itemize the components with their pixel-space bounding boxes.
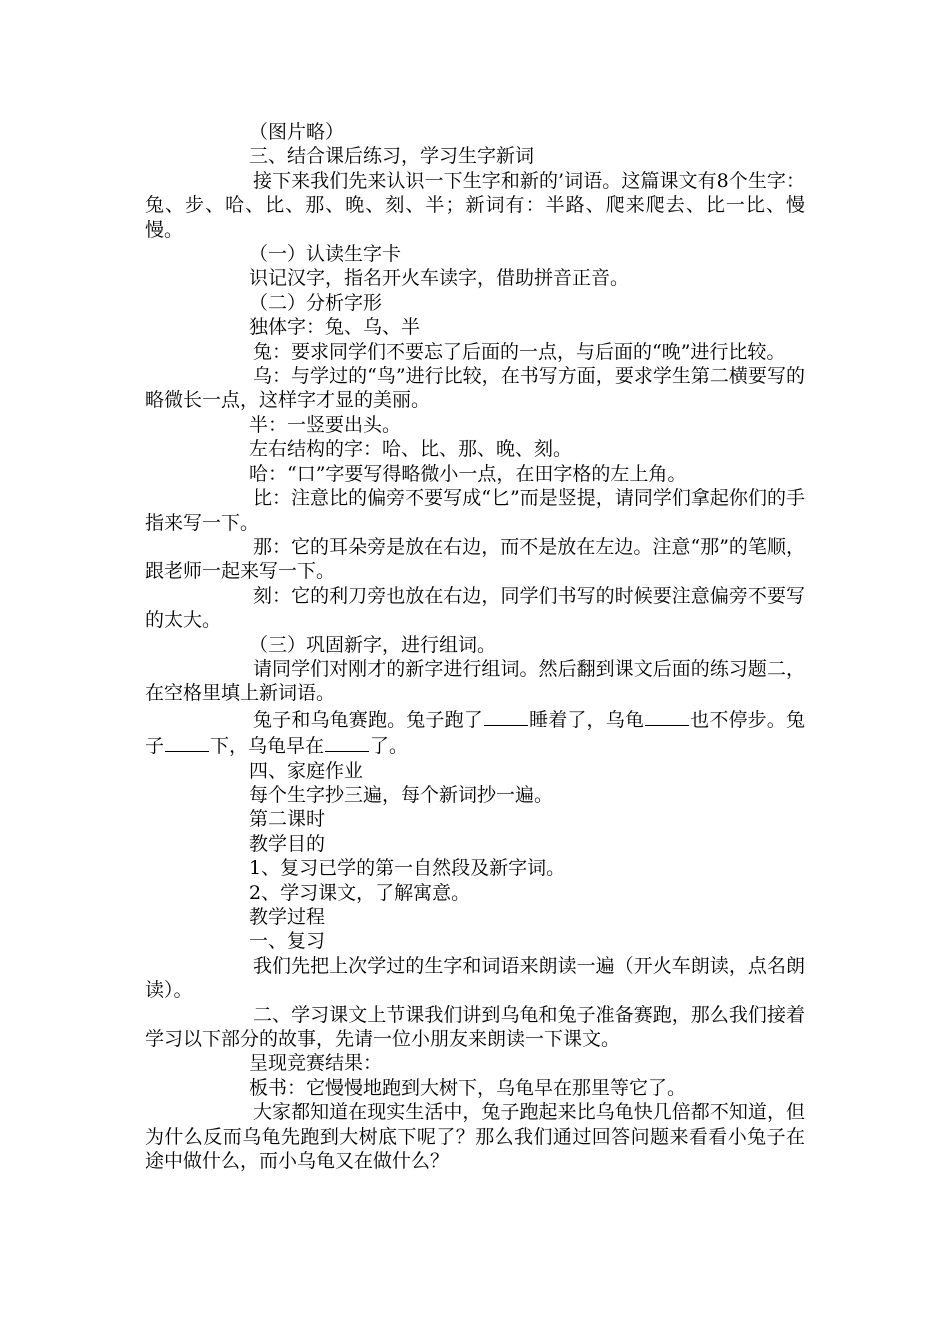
blank-1 bbox=[484, 706, 528, 726]
fill-text-2: 睡着了，乌龟 bbox=[528, 708, 645, 731]
paragraph-ke: 刻：它的利刀旁也放在右边，同学们书写的时候要注意偏旁不要写的太大。 bbox=[145, 584, 805, 632]
teaching-goals-heading: 教学目的 bbox=[249, 832, 326, 855]
blank-2 bbox=[645, 706, 689, 726]
fill-text-3: 也不停步。兔子 bbox=[145, 708, 805, 758]
fill-text-1: 兔子和乌龟赛跑。兔子跑了 bbox=[253, 708, 483, 731]
lesson-two-heading: 第二课时 bbox=[249, 808, 326, 831]
blank-3 bbox=[165, 732, 209, 752]
paragraph-result-heading: 呈现竞赛结果： bbox=[249, 1052, 383, 1075]
paragraph-read-characters: 识记汉字，指名开火车读字，借助拼音正音。 bbox=[249, 267, 630, 290]
paragraph-bi: 比：注意比的偏旁不要写成“匕”而是竖提，请同学们拿起你们的手指来写一下。 bbox=[145, 487, 805, 534]
document-page bbox=[145, 120, 805, 1173]
fill-text-5: 了。 bbox=[370, 735, 409, 758]
paragraph-wu: 乌：与学过的“鸟”进行比较，在书写方面，要求学生第二横要写的略微长一点，这样字才显的美丽。 bbox=[145, 365, 805, 412]
paragraph-left-right-structure: 左右结构的字：哈、比、那、晚、刻。 bbox=[249, 438, 573, 461]
paragraph-review: 我们先把上次学过的生字和词语来朗读一遍（开火车朗读，点名朗读）。 bbox=[145, 954, 805, 1002]
goal-2: 2、学习课文，了解寓意。 bbox=[249, 881, 471, 904]
paragraph-exercise-instruction: 请同学们对刚才的新字进行组词。然后翻到课文后面的练习题二，在空格里填上新词语。 bbox=[145, 657, 805, 705]
subheading-consolidate: （三）巩固新字，进行组词。 bbox=[249, 633, 497, 656]
fill-text-4: 下，乌龟早在 bbox=[210, 735, 325, 758]
section-heading-3: 三、结合课后练习，学习生字新词 bbox=[249, 145, 535, 168]
paragraph-na: 那：它的耳朵旁是放在右边，而不是放在左边。注意“那”的笔顺，跟老师一起来写一下。 bbox=[145, 535, 805, 583]
section-heading-4: 四、家庭作业 bbox=[249, 759, 364, 782]
paragraph-ban: 半：一竖要出头。 bbox=[249, 413, 402, 436]
paragraph-intro-new-words: 接下来我们先来认识一下生字和新的’词语。这篇课文有8个生字：兔、步、哈、比、那、晚、刻、半；新词有：半路、爬来爬去、比一比、慢慢。 bbox=[145, 169, 805, 241]
paragraph-blackboard: 板书：它慢慢地跑到大树下，乌龟早在那里等它了。 bbox=[249, 1076, 687, 1099]
paragraph-fill-blanks bbox=[145, 706, 805, 759]
teaching-process-heading: 教学过程 bbox=[249, 906, 326, 928]
subheading-analyze-shapes: （二）分析字形 bbox=[249, 291, 383, 314]
paragraph-discussion: 大家都知道在现实生活中，兔子跑起来比乌龟快几倍都不知道，但为什么反而乌龟先跑到大树底下呢了？那么我们通过回答问题来看看小兔子在途中做什么，而小乌龟又在做什么？ bbox=[145, 1101, 805, 1173]
paragraph-tu: 兔：要求同学们不要忘了后面的一点，与后面的“晚”进行比较。 bbox=[253, 340, 786, 363]
paragraph-homework: 每个生字抄三遍，每个新词抄一遍。 bbox=[249, 783, 554, 806]
paragraph-single-characters: 独体字：兔、乌、半 bbox=[249, 316, 421, 339]
subheading-read-cards: （一）认读生字卡 bbox=[249, 243, 402, 266]
section-review-heading: 一、复习 bbox=[249, 930, 326, 953]
paragraph-study-text: 二、学习课文上节课我们讲到乌龟和兔子准备赛跑，那么我们接着学习以下部分的故事，先请一位小朋友来朗读一下课文。 bbox=[145, 1003, 805, 1051]
image-omitted-note: （图片略） bbox=[249, 121, 345, 143]
paragraph-ha: 哈：“口”字要写得略微小一点，在田字格的左上角。 bbox=[249, 462, 687, 485]
goal-1: 1、复习已学的第一自然段及新字词。 bbox=[249, 857, 566, 880]
blank-4 bbox=[325, 732, 369, 752]
